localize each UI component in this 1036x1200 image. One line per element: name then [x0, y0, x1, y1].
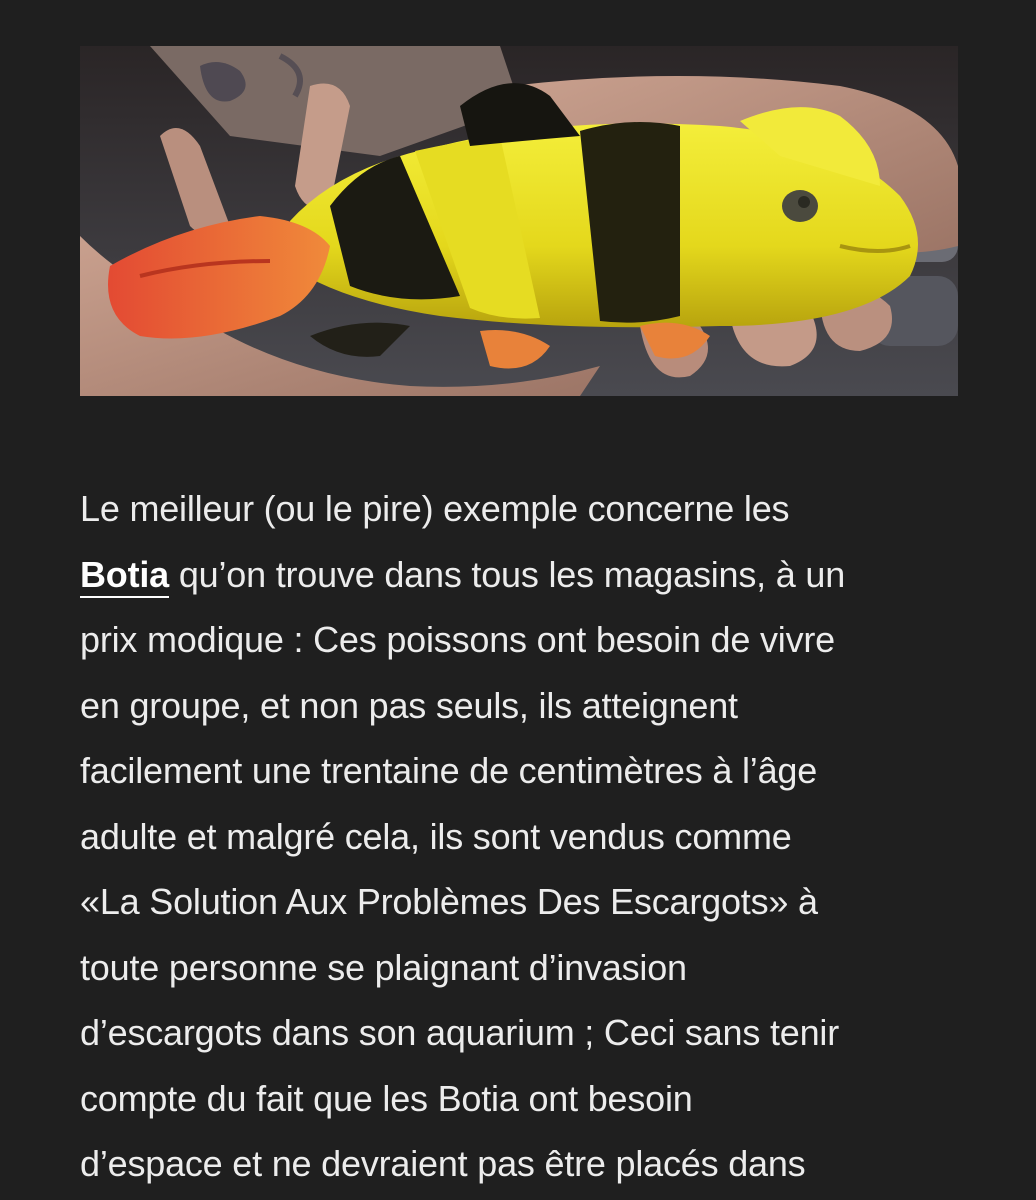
- paragraph-line: Le meilleur (ou le pire) exemple concerne les: [80, 488, 790, 529]
- paragraph-line: [80, 542, 960, 608]
- fish-photo-graphic: [80, 46, 958, 396]
- paragraph-line: facilement une trentaine de centimètres à l’âge: [80, 750, 818, 791]
- botia-link[interactable]: Botia: [80, 554, 169, 598]
- paragraph-line: compte du fait que les Botia ont besoin: [80, 1077, 693, 1119]
- paragraph-line: en groupe, et non pas seuls, ils atteignent: [80, 684, 738, 726]
- paragraph-line: prix modique : Ces poissons ont besoin de vivre: [80, 619, 836, 660]
- paragraph-line: d’escargots dans son aquarium ; Ceci sans tenir: [80, 1012, 839, 1053]
- paragraph-line-text: qu’on trouve dans tous les magasins, à un: [169, 553, 846, 595]
- article-paragraph: [80, 476, 960, 1197]
- paragraph-line: «La Solution Aux Problèmes Des Escargots» à: [80, 881, 818, 922]
- paragraph-line: toute personne se plaignant d’invasion: [80, 946, 687, 988]
- fish-photo: [80, 46, 958, 396]
- paragraph-line: d’espace et ne devraient pas être placés dans: [80, 1143, 806, 1184]
- paragraph-line: adulte et malgré cela, ils sont vendus comme: [80, 815, 792, 857]
